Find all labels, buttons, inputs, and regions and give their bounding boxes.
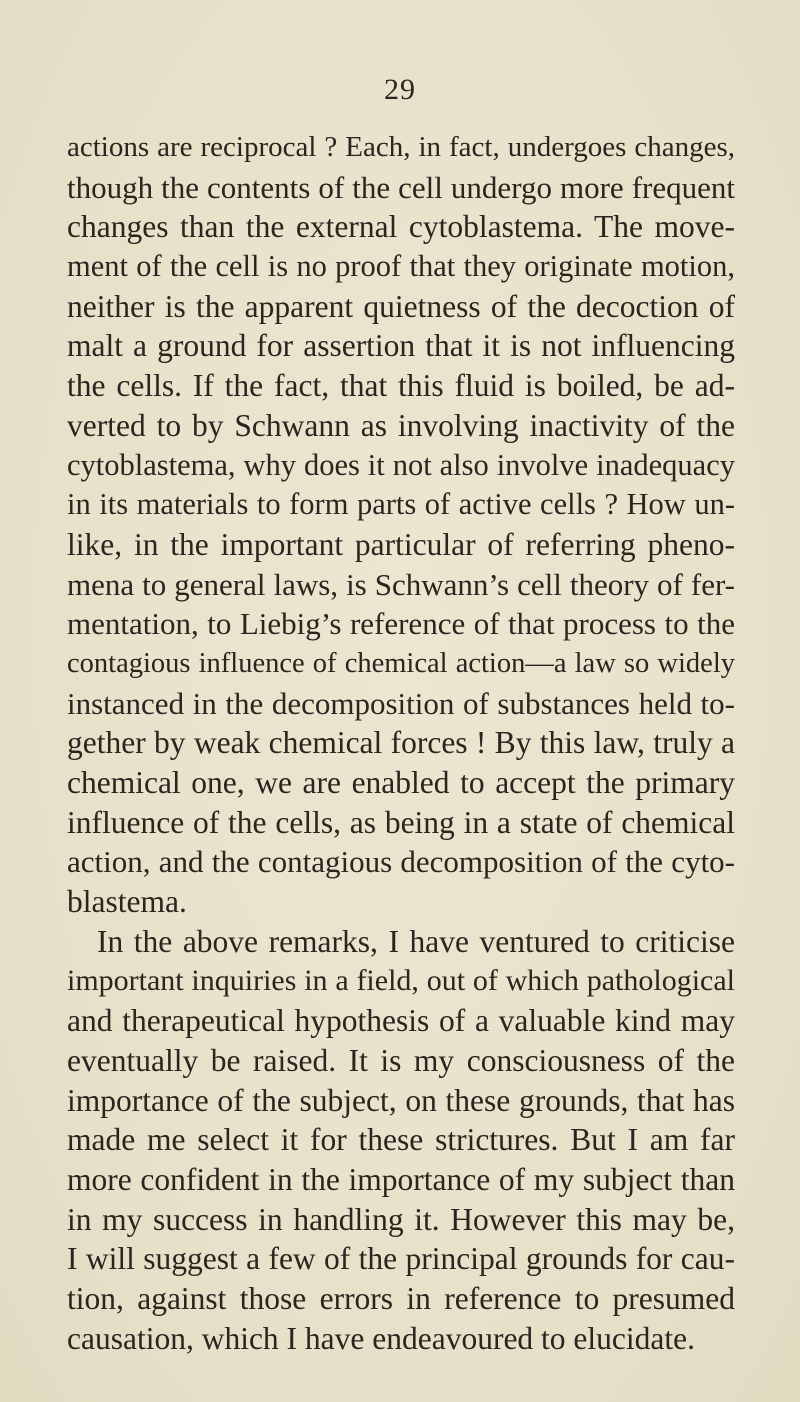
text-line: in my success in handling it. However this may be,	[67, 1201, 735, 1237]
text-line: causation, which I have endeavoured to elucidate.	[67, 1320, 695, 1356]
body-text	[67, 128, 735, 1358]
text-line: made me select it for these strictures. But I am far	[67, 1122, 735, 1158]
text-line: action, and the contagious decomposition of the cyto-	[67, 844, 735, 880]
text-line: gether by weak chemical forces ! By this law, truly a	[67, 725, 735, 761]
text-line: chemical one, we are enabled to accept the primary	[67, 765, 735, 800]
text-line: in its materials to form parts of active cells ? How un-	[67, 487, 735, 522]
text-line: eventually be raised. It is my consciousness of the	[67, 1042, 735, 1078]
text-line: actions are reciprocal ? Each, in fact, undergoes changes,	[67, 131, 735, 163]
text-line: mentation, to Liebig’s reference of that process to the	[67, 606, 735, 642]
text-line: instanced in the decomposition of substances held to-	[67, 685, 735, 721]
text-line: ment of the cell is no proof that they originate motion,	[67, 249, 735, 284]
text-line: neither is the apparent quietness of the decoction of	[67, 288, 735, 324]
text-line: influence of the cells, as being in a state of chemical	[67, 804, 735, 840]
text-line: importance of the subject, on these grounds, that has	[67, 1082, 735, 1118]
text-line: tion, against those errors in reference to presumed	[67, 1280, 735, 1316]
text-line: malt a ground for assertion that it is not influencing	[67, 328, 735, 364]
text-line: cytoblastema, why does it not also involve inadequacy	[67, 447, 735, 482]
text-line: In the above remarks, I have ventured to criticise	[97, 923, 735, 959]
text-line: contagious influence of chemical action—a law so widely	[67, 647, 735, 679]
text-line: I will suggest a few of the principal grounds for cau-	[67, 1241, 735, 1277]
text-line: important inquiries in a field, out of which pathological	[67, 964, 735, 998]
text-line: verted to by Schwann as involving inactivity of the	[67, 407, 735, 443]
text-line: the cells. If the fact, that this fluid is boiled, be ad-	[67, 368, 735, 404]
text-line: though the contents of the cell undergo more frequent	[67, 169, 735, 205]
text-line: like, in the important particular of referring pheno-	[67, 526, 735, 562]
text-line: mena to general laws, is Schwann’s cell theory of fer-	[67, 566, 735, 602]
text-line: blastema.	[67, 884, 187, 920]
page-number: 29	[384, 73, 416, 106]
text-line: and therapeutical hypothesis of a valuable kind may	[67, 1003, 735, 1039]
text-line: changes than the external cytoblastema. The move-	[67, 209, 735, 245]
text-line: more confident in the importance of my subject than	[67, 1161, 735, 1197]
